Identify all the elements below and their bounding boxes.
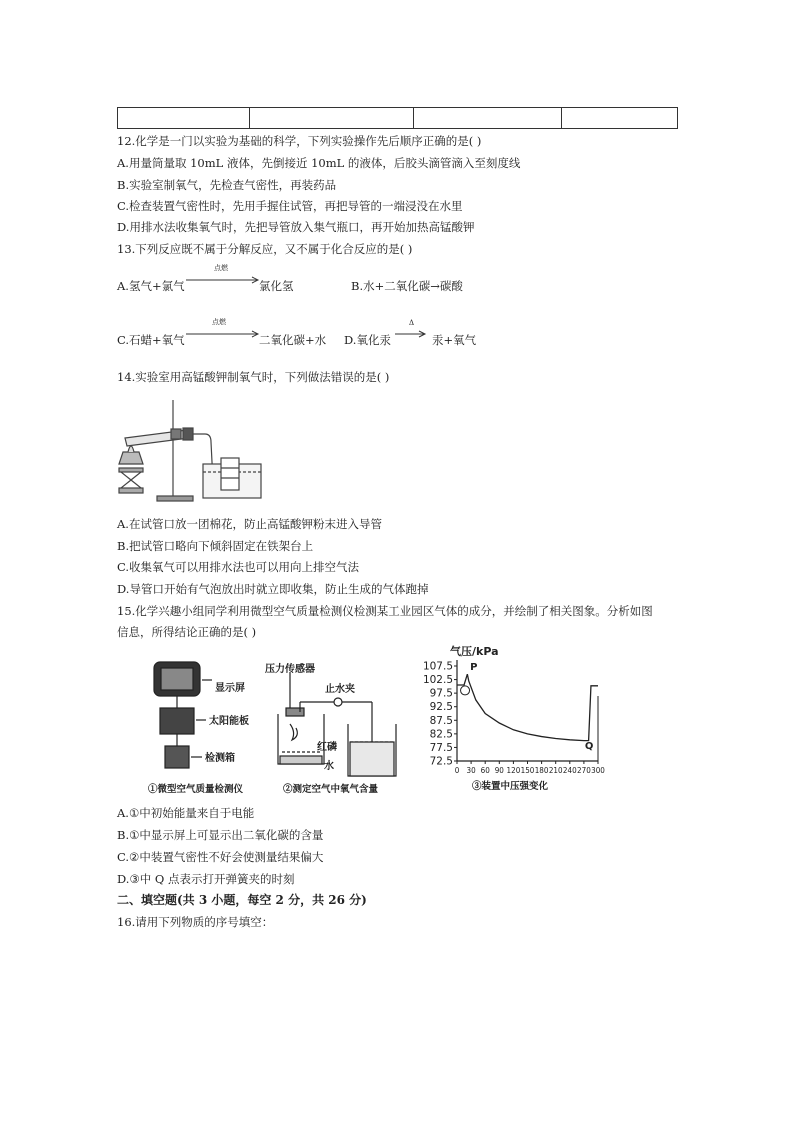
- q13-d-condition: Δ: [409, 319, 415, 327]
- q13-d-reactants: D.氧化汞: [344, 333, 391, 347]
- q12-stem: 12.化学是一门以实验为基础的科学，下列实验操作先后顺序正确的是( ): [117, 134, 482, 148]
- x-tick-label: 210: [548, 766, 563, 775]
- q13-stem: 13.下列反应既不属于分解反应，又不属于化合反应的是( ): [117, 242, 413, 256]
- y-tick-label: 107.5: [422, 660, 453, 673]
- label-display: 显示屏: [215, 683, 245, 694]
- oxygen-apparatus-figure: [117, 392, 269, 508]
- table-row: [118, 108, 678, 129]
- reaction-arrow-icon: [395, 329, 429, 339]
- y-tick-label: 72.5: [429, 755, 453, 768]
- label-pressure-sensor: 压力传感器: [265, 664, 315, 675]
- label-red-phosphorus: 红磷: [317, 742, 337, 753]
- table-cell: [118, 108, 250, 129]
- q12-option-d: D.用排水法收集氧气时，先把导管放入集气瓶口，再开始加热高锰酸钾: [117, 220, 475, 234]
- q14-option-c: C.收集氧气可以用排水法也可以用向上排空气法: [117, 560, 360, 574]
- y-tick-label: 92.5: [429, 701, 453, 714]
- y-tick-label: 102.5: [422, 674, 453, 687]
- q12-option-b: B.实验室制氧气，先检查气密性，再装药品: [117, 178, 337, 192]
- x-tick-label: 270: [577, 766, 591, 775]
- q14-option-b: B.把试管口略向下倾斜固定在铁架台上: [117, 539, 314, 553]
- q14-option-d: D.导管口开始有气泡放出时就立即收集，防止生成的气体跑掉: [117, 582, 429, 596]
- reaction-arrow-icon: [186, 329, 262, 339]
- chart-caption: ③装置中压强变化: [472, 781, 549, 792]
- point-label-q: Q: [584, 740, 594, 752]
- q13-c-reactants: C.石蜡+氧气: [117, 333, 185, 347]
- reaction-arrow-icon: [186, 275, 262, 285]
- table-cell: [249, 108, 414, 129]
- x-tick-label: 30: [466, 766, 476, 775]
- y-tick-label: 77.5: [429, 741, 453, 754]
- pressure-series-line: [457, 674, 598, 741]
- y-tick-label: 82.5: [429, 728, 453, 741]
- chart-ylabel: 气压/kPa: [450, 645, 499, 658]
- q13-c-condition: 点燃: [212, 318, 226, 326]
- label-detection-box: 检测箱: [205, 753, 235, 764]
- answer-table: [117, 107, 678, 129]
- label-solar-panel: 太阳能板: [209, 716, 249, 727]
- y-tick-label: 97.5: [429, 687, 453, 700]
- q13-c-products: 二氧化碳+水: [259, 333, 327, 347]
- label-water: 水: [324, 761, 334, 772]
- x-tick-label: 150: [520, 766, 535, 775]
- q15-option-d: D.③中 Q 点表示打开弹簧夹的时刻: [117, 872, 295, 886]
- x-tick-label: 0: [454, 766, 460, 775]
- section-title: 二、填空题(共 3 小题，每空 2 分，共 26 分): [117, 893, 367, 907]
- fig1-caption: ①微型空气质量检测仪: [148, 784, 244, 795]
- x-tick-label: 180: [534, 766, 549, 775]
- q13-a-condition: 点燃: [214, 264, 228, 272]
- x-tick-label: 60: [480, 766, 490, 775]
- q13-a-products: 氯化氢: [259, 279, 294, 293]
- q15-option-b: B.①中显示屏上可显示出二氧化碳的含量: [117, 828, 324, 842]
- x-tick-label: 90: [494, 766, 504, 775]
- q13-a-reactants: A.氢气+氯气: [117, 279, 185, 293]
- q12-option-a: A.用量筒量取 10mL 液体，先倒接近 10mL 的液体，后胶头滴管滴入至刻度线: [117, 156, 521, 170]
- q12-option-c: C.检查装置气密性时，先用手握住试管，再把导管的一端浸没在水里: [117, 199, 463, 213]
- q13-d-products: 汞+氧气: [432, 333, 477, 347]
- q15-option-a: A.①中初始能量来自于电能: [117, 806, 255, 820]
- q13-option-b: B.水+二氧化碳→碳酸: [351, 279, 463, 293]
- q15-option-c: C.②中装置气密性不好会使测量结果偏大: [117, 850, 324, 864]
- pressure-chart: [410, 643, 610, 793]
- label-water-clamp: 止水夹: [325, 684, 355, 695]
- y-tick-label: 87.5: [429, 714, 453, 727]
- x-tick-label: 240: [562, 766, 577, 775]
- table-cell: [562, 108, 678, 129]
- x-tick-label: 300: [591, 766, 605, 775]
- q16-stem: 16.请用下列物质的序号填空：: [117, 915, 274, 929]
- x-tick-label: 120: [506, 766, 521, 775]
- table-cell: [414, 108, 562, 129]
- q14-option-a: A.在试管口放一团棉花，防止高锰酸钾粉末进入导管: [117, 517, 382, 531]
- fig2-caption: ②测定空气中氧气含量: [283, 784, 379, 795]
- q15-stem-line1: 15.化学兴趣小组同学利用微型空气质量检测仪检测某工业园区气体的成分，并绘制了相关图象。分析如图: [117, 604, 653, 618]
- point-label-p: P: [470, 662, 478, 674]
- q14-stem: 14.实验室用高锰酸钾制氧气时，下列做法错误的是( ): [117, 370, 390, 384]
- point-marker: [461, 686, 470, 695]
- q15-stem-line2: 信息，所得结论正确的是( ): [117, 625, 257, 639]
